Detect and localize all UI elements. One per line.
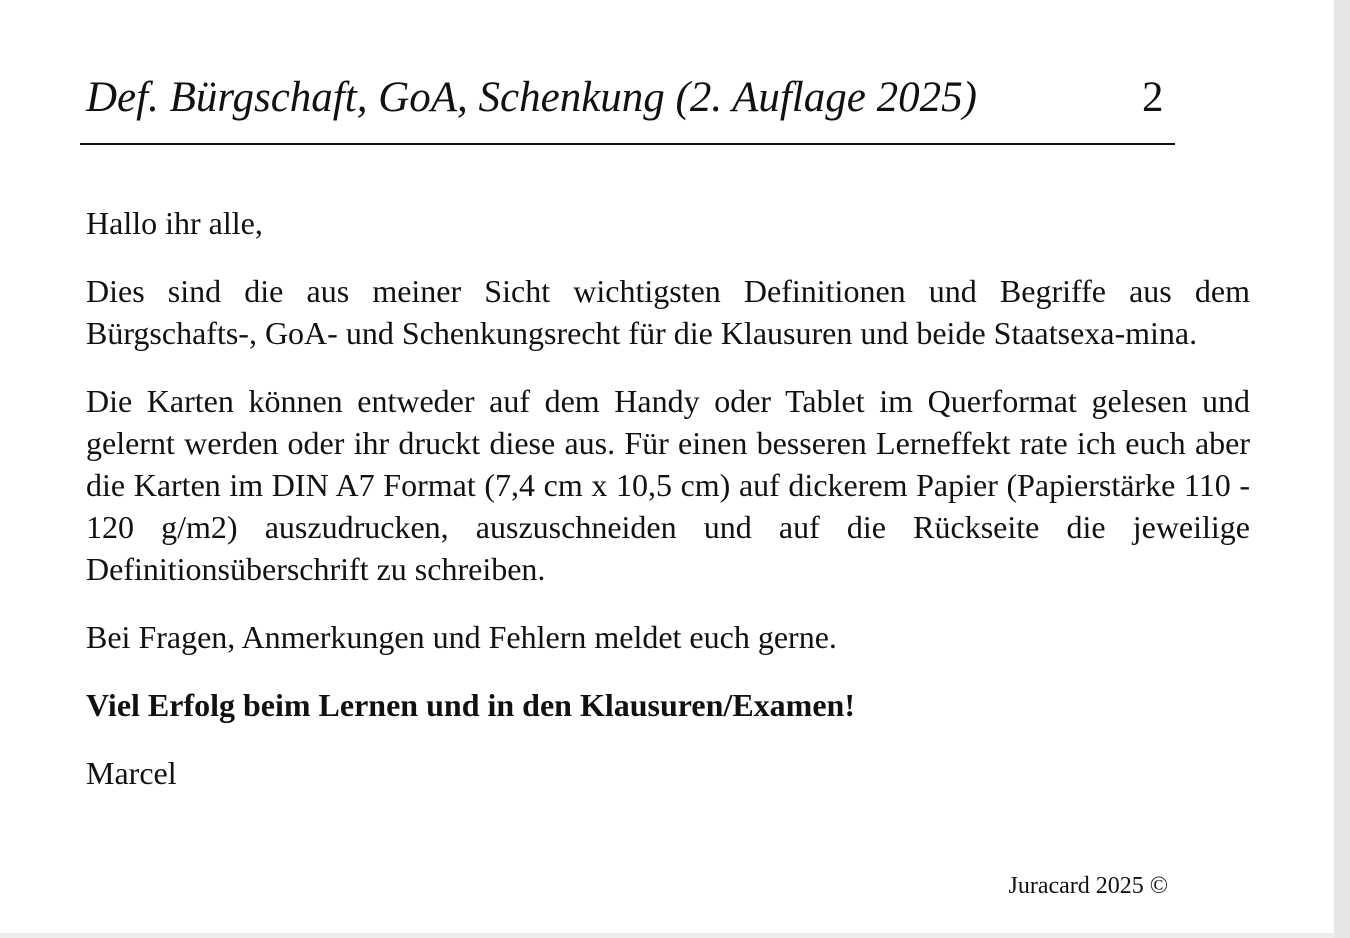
contact-paragraph: Bei Fragen, Anmerkungen und Fehlern meldet euch gerne.	[86, 619, 837, 655]
scrollbar-track[interactable]	[1334, 0, 1350, 938]
page-header-title: Def. Bürgschaft, GoA, Schenkung (2. Auflage 2025)	[86, 74, 977, 121]
page-number: 2	[1142, 74, 1164, 121]
footer-copyright: Juracard 2025 ©	[1008, 873, 1168, 899]
closing-wish: Viel Erfolg beim Lernen und in den Klausuren/Examen!	[86, 687, 855, 723]
header-divider	[80, 143, 1175, 145]
usage-paragraph: Die Karten können entweder auf dem Handy oder Tablet im Querformat gelesen und gelernt werden oder ihr druckt diese aus. Für einen besseren Lerneffekt rate ich euch aber die Karten im DIN A7 Format (7,4 cm x 10,5 cm) auf dickerem Papier (Papierstärke 110 - 120 g/m2) auszudrucken, auszuschneiden und auf die Rückseite die jeweilige Definitionsüberschrift zu schreiben.	[86, 383, 1250, 587]
signature: Marcel	[86, 755, 177, 791]
greeting-text: Hallo ihr alle,	[86, 205, 263, 241]
document-body	[86, 202, 1250, 820]
intro-paragraph: Dies sind die aus meiner Sicht wichtigsten Definitionen und Begriffe aus dem Bürgschafts-, GoA- und Schenkungsrecht für die Klausuren und beide Staatsexa-mina.	[86, 273, 1250, 351]
